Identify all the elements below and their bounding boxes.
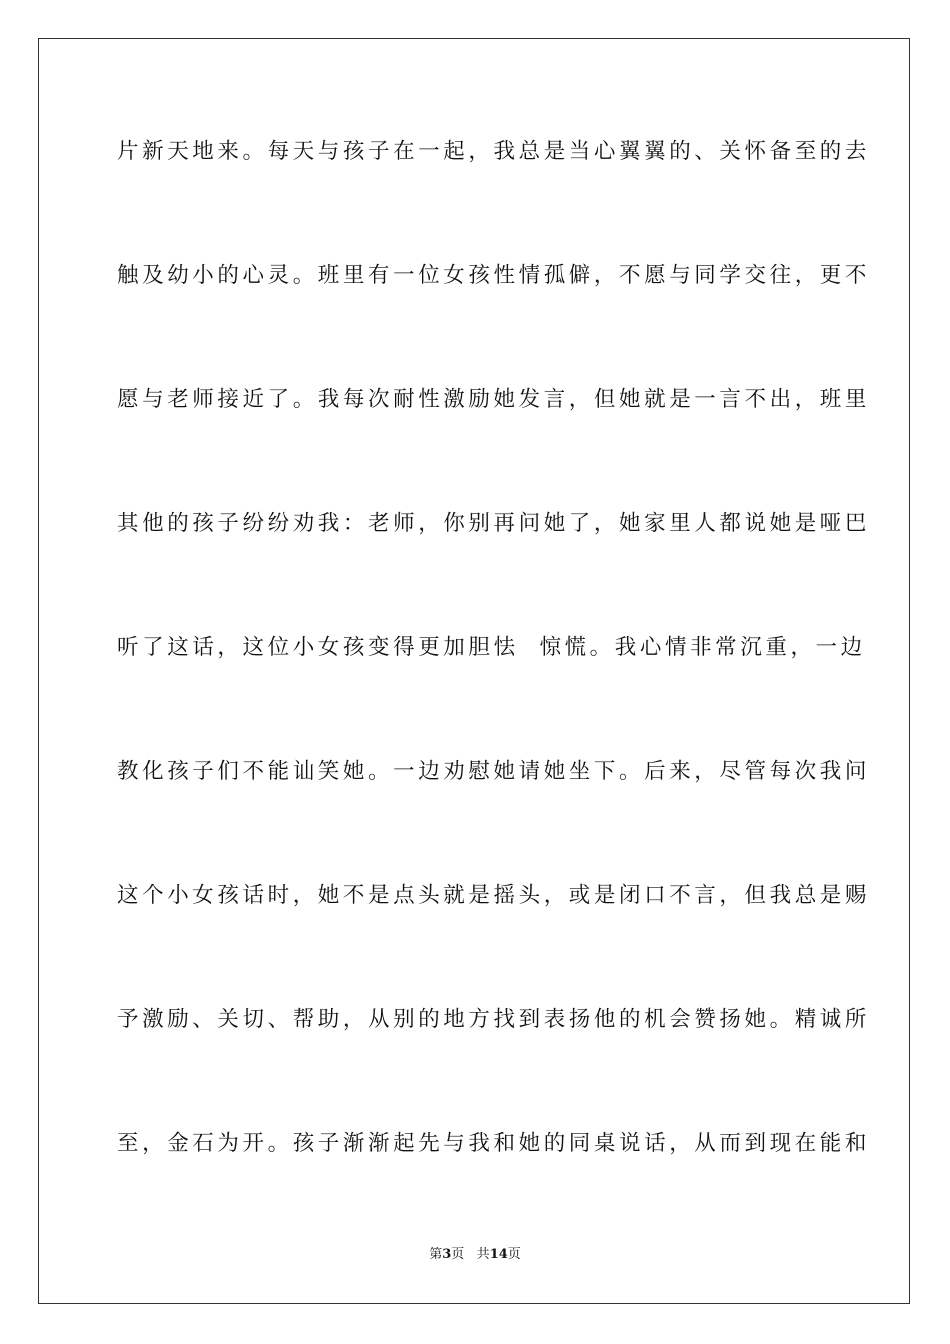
text-line: 予激励、关切、帮助，从别的地方找到表扬他的机会赞扬她。精诚所 (117, 1007, 871, 1032)
text-line: 愿与老师接近了。我每次耐性激励她发言，但她就是一言不出，班里 (117, 387, 871, 412)
total-prefix: 共 (476, 1247, 490, 1262)
total-pages: 14 (489, 1247, 508, 1262)
body-text (117, 131, 871, 1247)
page-suffix: 页 (451, 1247, 465, 1262)
text-line: 至，金石为开。孩子渐渐起先与我和她的同桌说话，从而到现在能和 (117, 1131, 871, 1156)
page-number: 3 (442, 1247, 452, 1262)
page-footer (0, 1246, 950, 1264)
text-line: 教化孩子们不能讪笑她。一边劝慰她请她坐下。后来，尽管每次我问 (117, 759, 871, 784)
total-suffix: 页 (507, 1247, 521, 1262)
text-line: 听了这话，这位小女孩变得更加胆怯 惊慌。我心情非常沉重，一边 (117, 635, 866, 660)
text-line: 这个小女孩话时，她不是点头就是摇头，或是闭口不言，但我总是赐 (117, 883, 871, 908)
page-prefix: 第 (429, 1247, 443, 1262)
text-line: 片新天地来。每天与孩子在一起，我总是当心翼翼的、关怀备至的去 (117, 139, 871, 164)
text-line: 触及幼小的心灵。班里有一位女孩性情孤僻，不愿与同学交往，更不 (117, 263, 871, 288)
text-line: 其他的孩子纷纷劝我：老师，你别再问她了，她家里人都说她是哑巴 (117, 511, 871, 536)
